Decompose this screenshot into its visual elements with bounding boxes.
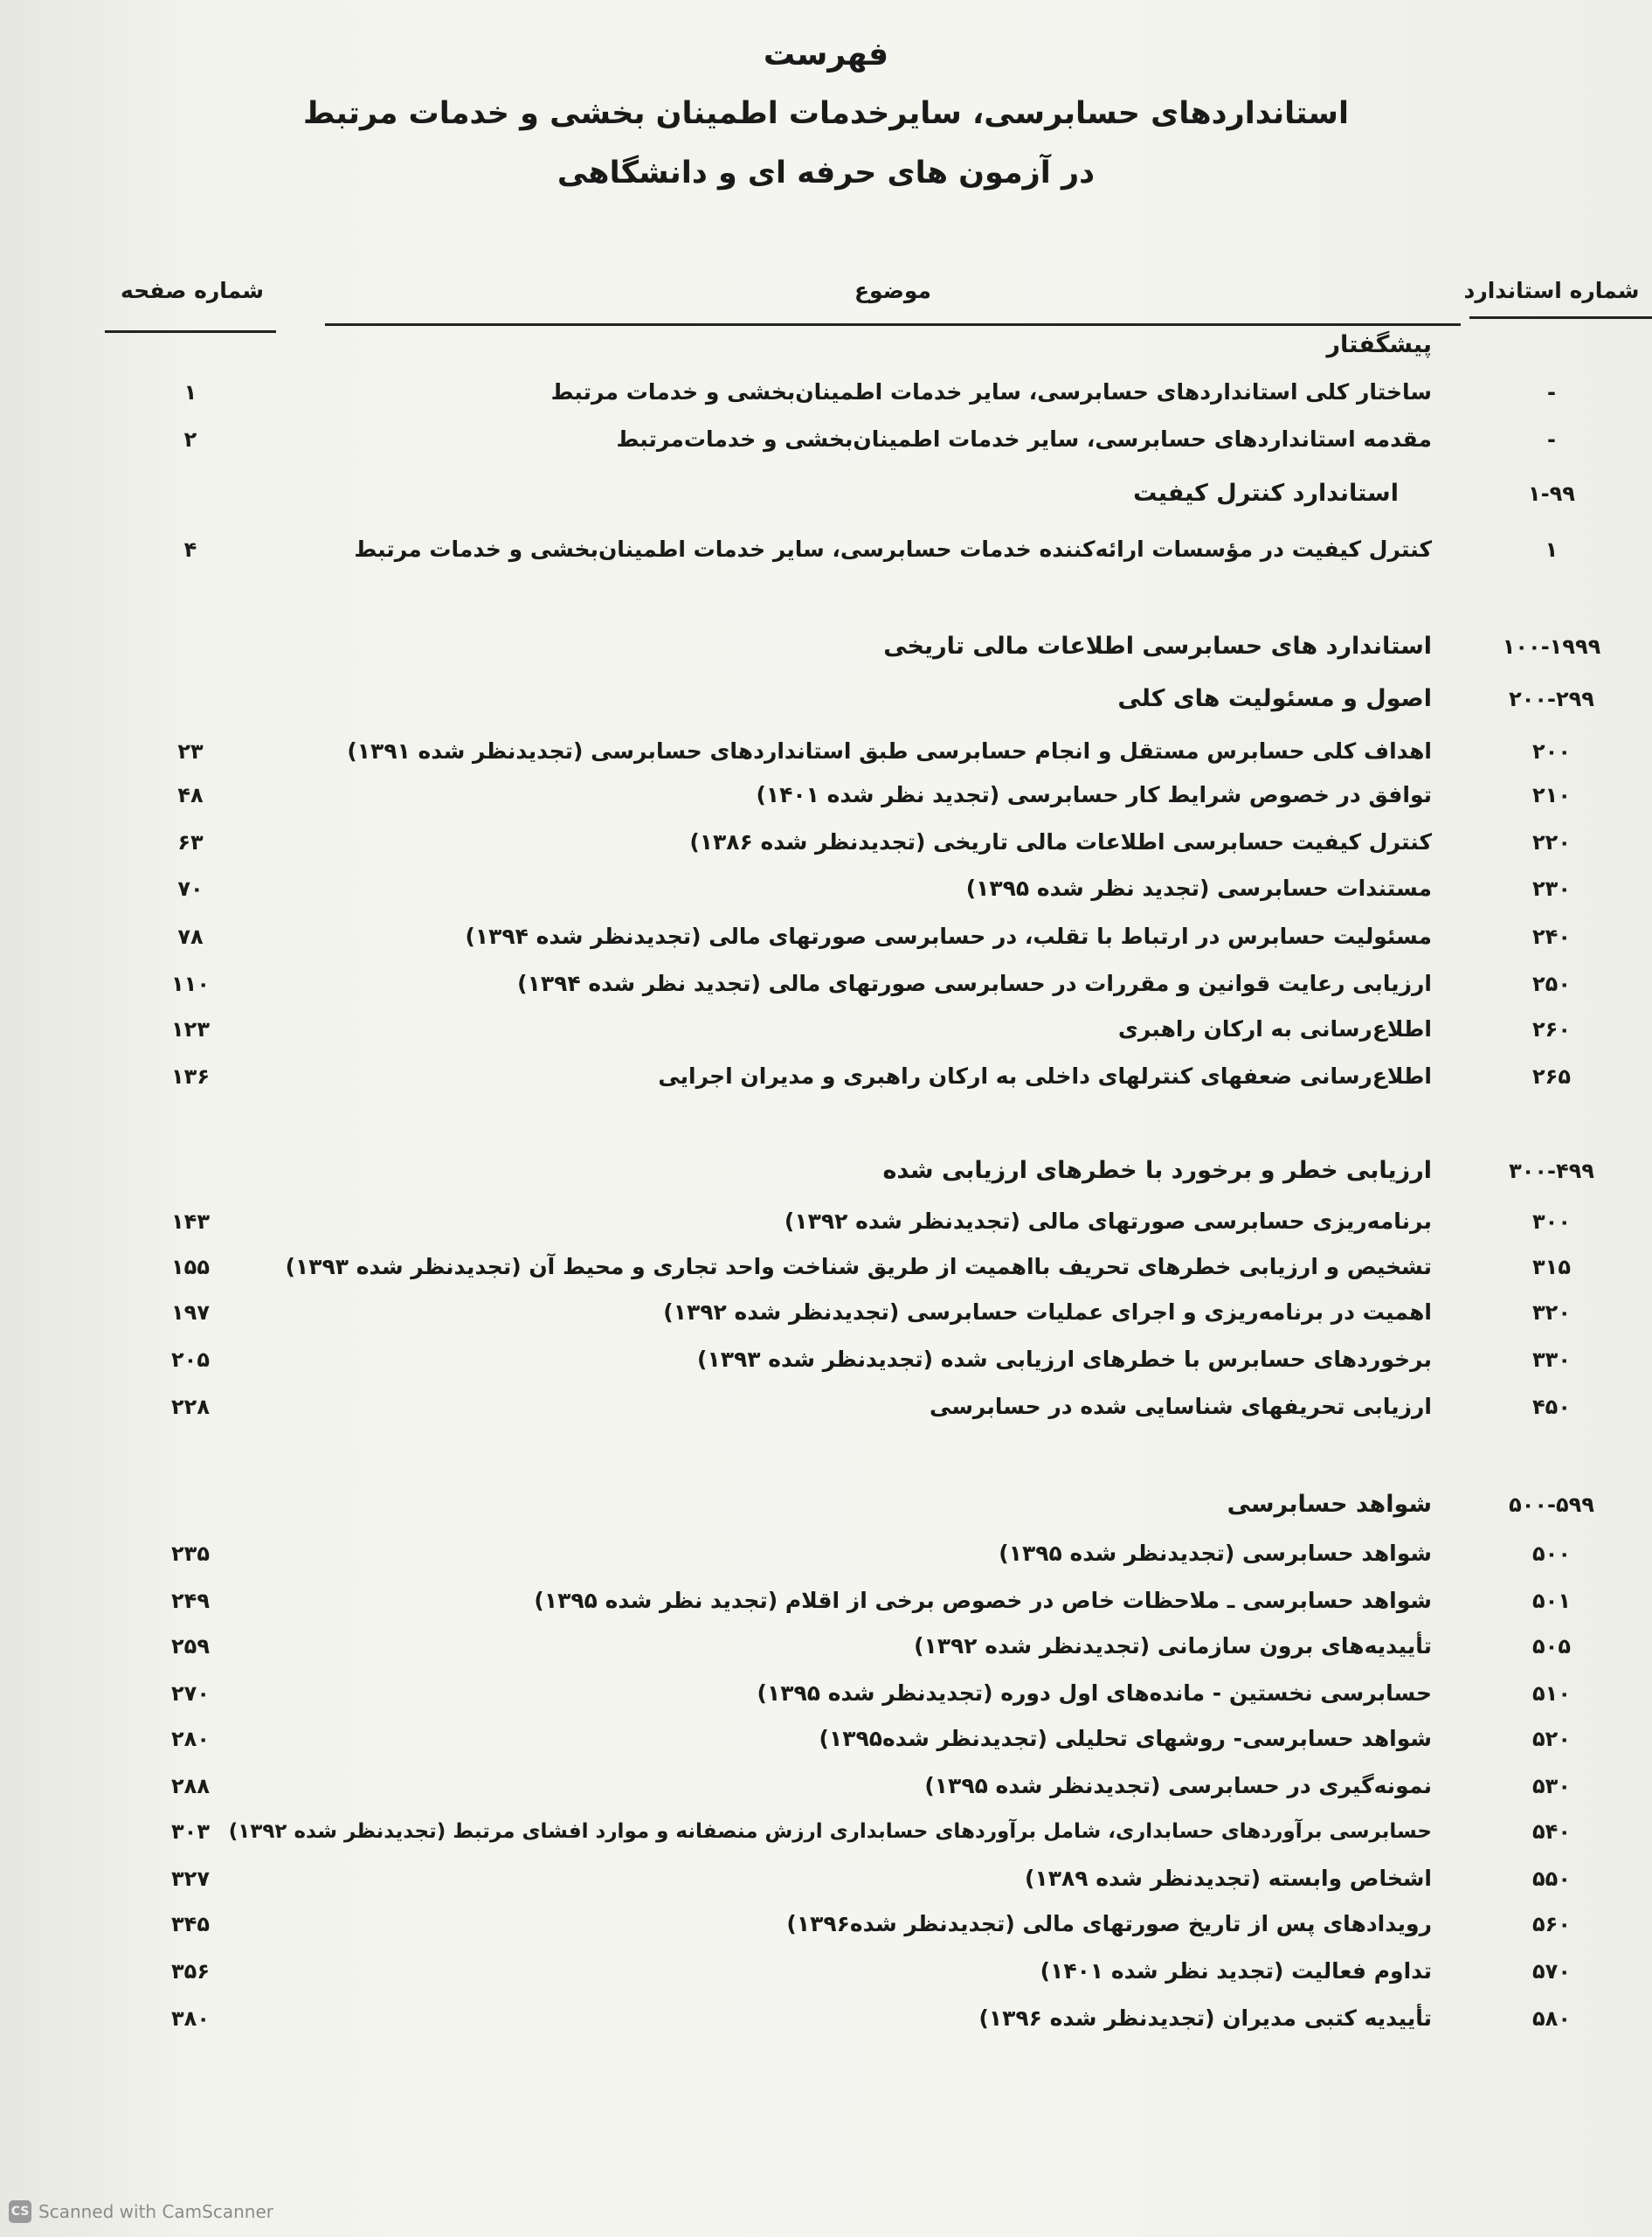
page-number: ۴۸ bbox=[177, 783, 204, 807]
standard-number: ۴۵۰ bbox=[1532, 1395, 1571, 1419]
toc-row bbox=[0, 530, 1652, 569]
toc-row bbox=[0, 1248, 1652, 1286]
toc-section-row bbox=[0, 1152, 1652, 1190]
toc-row bbox=[0, 1388, 1652, 1426]
page-number: ۲۰۵ bbox=[171, 1347, 210, 1372]
page-number: ۶۳ bbox=[177, 830, 204, 855]
page-number: ۲۳۵ bbox=[171, 1541, 210, 1566]
entry-title: تشخیص و ارزیابی خطرهای تحریف بااهمیت از طریق شناخت واحد تجاری و محیط آن (تجدیدنظر شده ۱۳۹۳) bbox=[285, 1254, 1432, 1279]
toc-row bbox=[0, 1534, 1652, 1573]
page-number: ۲۴۹ bbox=[171, 1589, 210, 1613]
standard-number: ۵۲۰ bbox=[1532, 1727, 1571, 1751]
watermark-text: Scanned with CamScanner bbox=[38, 2201, 273, 2222]
standard-number: ۵۱۰ bbox=[1532, 1681, 1571, 1706]
standard-number: ۱-۹۹ bbox=[1528, 481, 1575, 506]
standard-number: ۲۴۰ bbox=[1532, 925, 1571, 949]
doc-title-line2: در آزمون های حرفه ای و دانشگاهی bbox=[556, 156, 1096, 190]
entry-title: ساختار کلی استانداردهای حسابرسی، سایر خدمات اطمینان‌بخشی و خدمات مرتبط bbox=[550, 379, 1432, 405]
column-header-page: شماره صفحه bbox=[121, 278, 264, 303]
standard-number: ۵۵۰ bbox=[1532, 1866, 1571, 1891]
doc-title-line1: استانداردهای حسابرسی، سایرخدمات اطمینان بخشی و خدمات مرتبط bbox=[303, 96, 1349, 131]
entry-title: اصول و مسئولیت های کلی bbox=[1117, 685, 1432, 712]
header-underline-standard bbox=[1469, 316, 1652, 319]
standard-number: ۱ bbox=[1545, 537, 1559, 562]
standard-number: ۳۱۵ bbox=[1532, 1255, 1571, 1279]
standard-number: ۳۲۰ bbox=[1532, 1300, 1571, 1325]
toc-row bbox=[0, 732, 1652, 771]
entry-title: برخوردهای حسابرس با خطرهای ارزیابی شده (تجدیدنظر شده ۱۳۹۳) bbox=[697, 1347, 1432, 1372]
standard-number: ۳۰۰ bbox=[1532, 1209, 1571, 1234]
toc-row bbox=[0, 1674, 1652, 1713]
standard-number: ۵۸۰ bbox=[1532, 2006, 1571, 2031]
toc-row bbox=[0, 420, 1652, 459]
standard-number: ۵۰۱ bbox=[1532, 1589, 1571, 1613]
standard-number: ۳۰۰-۴۹۹ bbox=[1509, 1159, 1594, 1183]
entry-title: اهمیت در برنامه‌ریزی و اجرای عملیات حسابرسی (تجدیدنظر شده ۱۳۹۲) bbox=[663, 1299, 1432, 1325]
entry-title: رویدادهای پس از تاریخ صورتهای مالی (تجدیدنظر شده۱۳۹۶) bbox=[786, 1911, 1432, 1936]
entry-title: شواهد حسابرسی bbox=[1227, 1491, 1432, 1518]
toc-row bbox=[0, 1999, 1652, 2038]
toc-section-row bbox=[0, 627, 1652, 666]
page-number: ۳۵۶ bbox=[171, 1959, 210, 1984]
standard-number: ۵۰۰-۵۹۹ bbox=[1509, 1492, 1594, 1517]
standard-number: ۲۶۵ bbox=[1532, 1064, 1571, 1089]
entry-title: شواهد حسابرسی- روشهای تحلیلی (تجدیدنظر شده۱۳۹۵) bbox=[819, 1726, 1432, 1751]
entry-title: اطلاع‌رسانی ضعفهای کنترلهای داخلی به ارکان راهبری و مدیران اجرایی bbox=[658, 1063, 1432, 1089]
toc-row bbox=[0, 1860, 1652, 1898]
standard-number: ۲۳۰ bbox=[1532, 876, 1571, 901]
toc-row bbox=[0, 373, 1652, 412]
toc-row bbox=[0, 1720, 1652, 1758]
entry-title: ارزیابی خطر و برخورد با خطرهای ارزیابی شده bbox=[882, 1157, 1432, 1184]
entry-title: ارزیابی تحریفهای شناسایی شده در حسابرسی bbox=[930, 1394, 1432, 1419]
toc-row bbox=[0, 1767, 1652, 1805]
toc-row bbox=[0, 1582, 1652, 1620]
page-number: ۱۵۵ bbox=[171, 1255, 210, 1279]
toc-section-row bbox=[0, 680, 1652, 718]
page-number: ۷۰ bbox=[177, 876, 204, 901]
toc-row bbox=[0, 918, 1652, 956]
standard-number: ۲۰۰ bbox=[1532, 739, 1571, 764]
toc-row bbox=[0, 1293, 1652, 1332]
standard-number: - bbox=[1547, 380, 1556, 405]
standard-number: ۵۳۰ bbox=[1532, 1774, 1571, 1798]
toc-row bbox=[0, 1812, 1652, 1851]
standard-number: ۲۰۰-۲۹۹ bbox=[1509, 687, 1594, 711]
page-number: ۲۳ bbox=[177, 739, 204, 764]
entry-title: استاندارد کنترل کیفیت bbox=[1133, 480, 1399, 507]
entry-title: استاندارد های حسابرسی اطلاعات مالی تاریخی bbox=[883, 633, 1432, 660]
entry-title: کنترل کیفیت حسابرسی اطلاعات مالی تاریخی (تجدیدنظر شده ۱۳۸۶) bbox=[689, 829, 1432, 855]
camscanner-watermark bbox=[9, 2200, 273, 2223]
toc-row bbox=[0, 869, 1652, 908]
page-number: ۳۸۰ bbox=[171, 2006, 210, 2031]
entry-title: مستندات حسابرسی (تجدید نظر شده ۱۳۹۵) bbox=[965, 876, 1432, 901]
toc-section-row bbox=[0, 1486, 1652, 1524]
standard-number: ۵۶۰ bbox=[1532, 1912, 1571, 1936]
entry-title: برنامه‌ریزی حسابرسی صورتهای مالی (تجدیدنظر شده ۱۳۹۲) bbox=[784, 1209, 1432, 1234]
entry-title: تداوم فعالیت (تجدید نظر شده ۱۴۰۱) bbox=[1040, 1958, 1432, 1984]
toc-row bbox=[0, 1057, 1652, 1096]
entry-title: اهداف کلی حسابرس مستقل و انجام حسابرسی طبق استانداردهای حسابرسی (تجدیدنظر شده ۱۳۹۱) bbox=[347, 738, 1432, 764]
page-number: ۲۷۰ bbox=[171, 1681, 210, 1706]
page-number: ۱۹۷ bbox=[171, 1300, 210, 1325]
standard-number: ۲۲۰ bbox=[1532, 830, 1571, 855]
entry-title: حسابرسی نخستین - مانده‌های اول دوره (تجدیدنظر شده ۱۳۹۵) bbox=[757, 1680, 1432, 1706]
toc-row bbox=[0, 1340, 1652, 1379]
entry-title: کنترل کیفیت در مؤسسات ارائه‌کننده خدمات حسابرسی، سایر خدمات اطمینان‌بخشی و خدمات مرتبط bbox=[354, 537, 1432, 562]
page-number: ۳۰۳ bbox=[171, 1819, 210, 1844]
entry-title: پیشگفتار bbox=[1326, 331, 1432, 358]
toc-row bbox=[0, 965, 1652, 1003]
standard-number: - bbox=[1547, 427, 1556, 452]
entry-title: ارزیابی رعایت قوانین و مقررات در حسابرسی صورتهای مالی (تجدید نظر شده ۱۳۹۴) bbox=[517, 971, 1432, 996]
entry-title: توافق در خصوص شرایط کار حسابرسی (تجدید نظر شده ۱۴۰۱) bbox=[756, 782, 1432, 807]
toc-section-row bbox=[0, 326, 1652, 364]
page-number: ۲۸۸ bbox=[171, 1774, 210, 1798]
column-header-subject: موضوع bbox=[854, 278, 932, 303]
entry-title: حسابرسی برآوردهای حسابداری، شامل برآوردهای حسابداری ارزش منصفانه و موارد افشای مرتبط (تجدیدنظر شده ۱۳۹۲) bbox=[228, 1820, 1432, 1843]
standard-number: ۲۱۰ bbox=[1532, 783, 1571, 807]
standard-number: ۵۴۰ bbox=[1532, 1819, 1571, 1844]
entry-title: اشخاص وابسته (تجدیدنظر شده ۱۳۸۹) bbox=[1025, 1866, 1432, 1891]
toc-row bbox=[0, 776, 1652, 814]
page-number: ۳۲۷ bbox=[171, 1866, 210, 1891]
page-number: ۱۲۳ bbox=[171, 1017, 210, 1042]
entry-title: اطلاع‌رسانی به ارکان راهبری bbox=[1117, 1016, 1432, 1042]
toc-row bbox=[0, 1010, 1652, 1049]
toc-row bbox=[0, 823, 1652, 862]
toc-row bbox=[0, 1202, 1652, 1241]
standard-number: ۱۰۰-۱۹۹۹ bbox=[1502, 634, 1601, 659]
standard-number: ۳۳۰ bbox=[1532, 1347, 1571, 1372]
standard-number: ۲۵۰ bbox=[1532, 972, 1571, 996]
page-number: ۷۸ bbox=[177, 925, 204, 949]
entry-title: شواهد حسابرسی (تجدیدنظر شده ۱۳۹۵) bbox=[999, 1541, 1432, 1566]
camscanner-logo-icon: CS bbox=[9, 2200, 31, 2223]
page-number: ۱۱۰ bbox=[171, 972, 210, 996]
page-number: ۱۳۶ bbox=[171, 1064, 210, 1089]
entry-title: شواهد حسابرسی ـ ملاحظات خاص در خصوص برخی از اقلام (تجدید نظر شده ۱۳۹۵) bbox=[534, 1588, 1432, 1613]
toc-row bbox=[0, 1627, 1652, 1666]
entry-title: نمونه‌گیری در حسابرسی (تجدیدنظر شده ۱۳۹۵) bbox=[924, 1773, 1432, 1798]
page-number: ۲ bbox=[183, 427, 197, 452]
standard-number: ۵۷۰ bbox=[1532, 1959, 1571, 1984]
entry-title: مقدمه استانداردهای حسابرسی، سایر خدمات اطمینان‌بخشی و خدمات‌مرتبط bbox=[616, 426, 1432, 452]
toc-row bbox=[0, 1952, 1652, 1991]
page-number: ۲۸۰ bbox=[171, 1727, 210, 1751]
page-number: ۳۴۵ bbox=[171, 1912, 210, 1936]
page-number: ۱۴۳ bbox=[171, 1209, 210, 1234]
entry-title: تأییدیه‌های برون سازمانی (تجدیدنظر شده ۱۳۹۲) bbox=[914, 1633, 1432, 1659]
page-number: ۲۲۸ bbox=[171, 1395, 210, 1419]
column-header-standard: شماره استاندارد bbox=[1463, 278, 1640, 303]
entry-title: مسئولیت حسابرس در ارتباط با تقلب، در حسابرسی صورتهای مالی (تجدیدنظر شده ۱۳۹۴) bbox=[465, 924, 1432, 949]
entry-title: تأییدیه کتبی مدیران (تجدیدنظر شده ۱۳۹۶) bbox=[978, 2005, 1432, 2031]
toc-row bbox=[0, 1905, 1652, 1943]
standard-number: ۲۶۰ bbox=[1532, 1017, 1571, 1042]
toc-section-row bbox=[0, 474, 1652, 513]
page-number: ۴ bbox=[183, 537, 197, 562]
doc-heading: فهرست bbox=[763, 37, 889, 73]
standard-number: ۵۰۵ bbox=[1532, 1634, 1571, 1659]
page-number: ۱ bbox=[183, 380, 197, 405]
standard-number: ۵۰۰ bbox=[1532, 1541, 1571, 1566]
page-number: ۲۵۹ bbox=[171, 1634, 210, 1659]
